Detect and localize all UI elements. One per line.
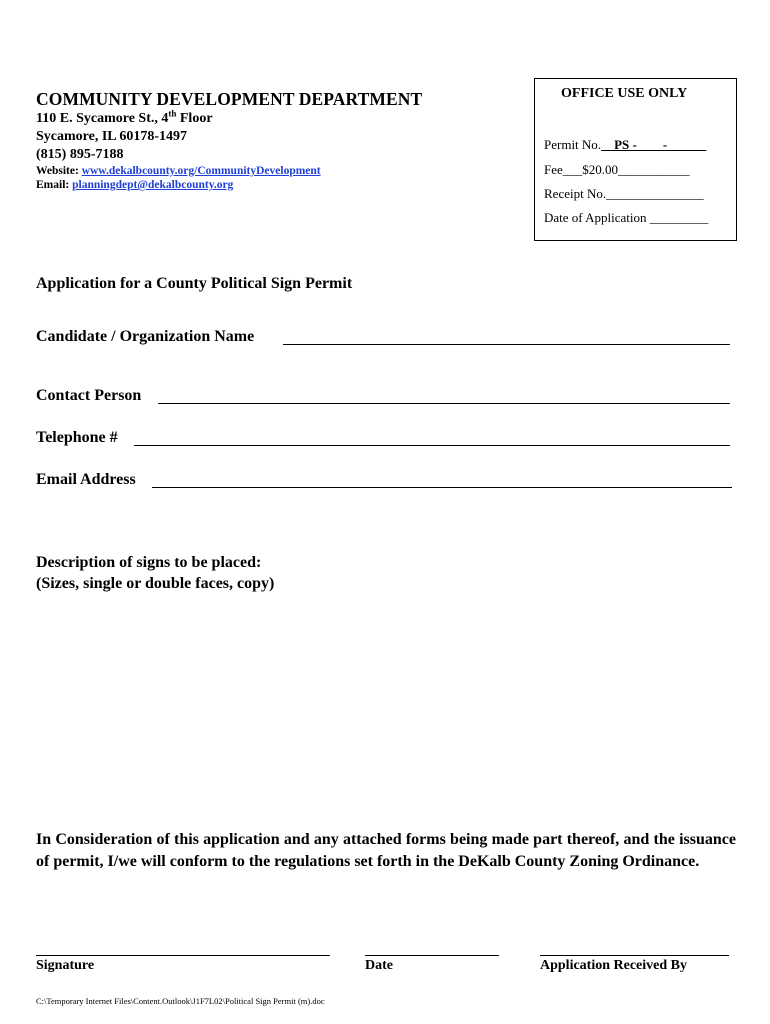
received-by-input[interactable] [540, 955, 729, 956]
email-address-input[interactable] [152, 487, 732, 488]
telephone-input[interactable] [134, 445, 730, 446]
email-address-label: Email Address [36, 471, 136, 488]
website-link[interactable]: www.dekalbcounty.org/CommunityDevelopment [81, 165, 321, 177]
office-use-title: OFFICE USE ONLY [561, 86, 688, 101]
date-input[interactable] [365, 955, 499, 956]
email-link[interactable]: planningdept@dekalbcounty.org [72, 179, 234, 191]
candidate-name-input[interactable] [283, 344, 730, 345]
permit-number-field: Permit No.__PS - __ _-______ [544, 137, 707, 152]
address-street: 110 E. Sycamore St., 4th Floor [36, 108, 213, 126]
contact-person-input[interactable] [158, 403, 730, 404]
phone-number: (815) 895-7188 [36, 147, 124, 162]
consideration-statement: In Consideration of this application and any attached forms being made part thereof, and the issuance of permit, I/we will conform to the regulations set forth in the DeKalb County Zoning Ordinance. [36, 831, 736, 870]
candidate-name-label: Candidate / Organization Name [36, 328, 255, 345]
department-title: COMMUNITY DEVELOPMENT DEPARTMENT [36, 89, 423, 109]
website-line: Website: www.dekalbcounty.org/CommunityDevelopment [36, 165, 321, 177]
email-line: Email: planningdept@dekalbcounty.org [36, 179, 234, 191]
description-label: Description of signs to be placed: [36, 554, 262, 571]
receipt-number-field: Receipt No._______________ [544, 186, 704, 201]
description-hint: (Sizes, single or double faces, copy) [36, 575, 275, 592]
fee-field: Fee___$20.00___________ [544, 162, 690, 177]
date-of-application-field: Date of Application _________ [544, 210, 709, 225]
address-city: Sycamore, IL 60178-1497 [36, 129, 188, 144]
received-by-label: Application Received By [540, 958, 687, 973]
file-path-footer: C:\Temporary Internet Files\Content.Outlook\J1F7L02\Political Sign Permit (m).doc [36, 996, 325, 1006]
telephone-label: Telephone # [36, 429, 118, 446]
signature-input[interactable] [36, 955, 330, 956]
contact-person-label: Contact Person [36, 387, 142, 404]
date-label: Date [365, 958, 393, 973]
signature-label: Signature [36, 958, 95, 973]
form-title: Application for a County Political Sign Permit [36, 275, 353, 292]
